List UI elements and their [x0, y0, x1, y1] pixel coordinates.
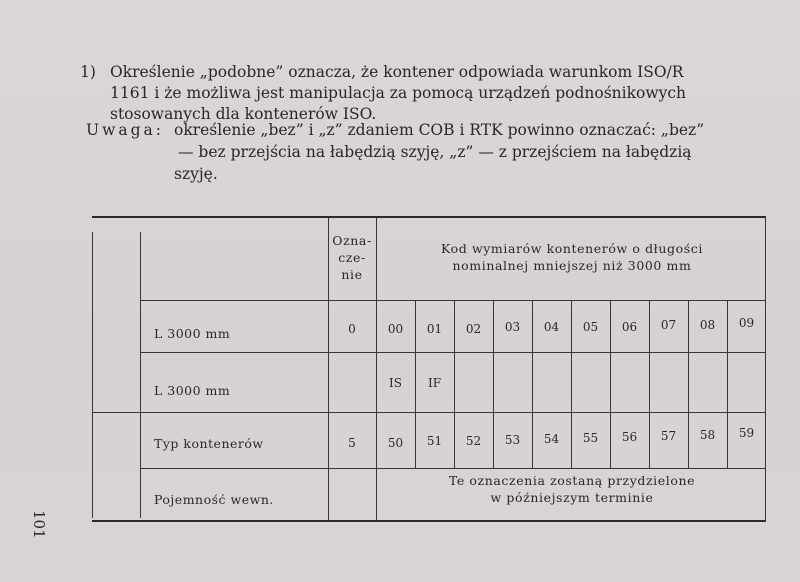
oznaczenie-cell: 0	[348, 322, 356, 336]
row-label: Typ kontenerów	[154, 436, 264, 451]
table-row-divider	[140, 300, 766, 301]
note-text: w późniejszym terminie	[490, 490, 654, 505]
table-row-divider	[140, 468, 766, 469]
table-border-left	[92, 232, 93, 518]
code-cell: 07	[660, 318, 677, 332]
table-row-divider	[92, 412, 766, 413]
code-cell: IF	[427, 376, 442, 390]
code-cell: 05	[582, 320, 599, 334]
code-cell: 58	[699, 428, 716, 442]
footnote-line-1: Określenie „podobne” oznacza, że kontener odpowiada warunkom ISO/R	[110, 63, 684, 81]
code-cell: 09	[738, 316, 755, 330]
code-cell: 06	[621, 320, 638, 334]
header-text: Ozna-	[332, 233, 372, 248]
note-text: Te oznaczenia zostaną przydzielone	[448, 473, 696, 488]
future-assignment-note	[382, 472, 762, 506]
footnote-line-2: 1161 i że możliwa jest manipulacja za pomocą urządzeń podnośnikowych	[110, 84, 687, 102]
table-row-divider	[140, 352, 766, 353]
page-number: 101	[30, 510, 48, 539]
code-cell: 57	[660, 429, 677, 443]
code-cell: 04	[543, 320, 560, 334]
header-text: nie	[341, 267, 363, 282]
table-top-rule	[92, 216, 766, 218]
header-kod	[382, 240, 762, 274]
code-cell: 59	[738, 426, 755, 440]
code-cell: 50	[387, 436, 404, 450]
row-label: L 3000 mm	[154, 326, 231, 341]
header-oznaczenie	[328, 232, 376, 283]
header-text: cze-	[338, 250, 366, 265]
code-cell: 54	[543, 432, 560, 446]
oznaczenie-cell: 5	[348, 436, 356, 450]
uwaga-line-3: szyję.	[174, 165, 218, 183]
header-text: nominalnej mniejszej niż 3000 mm	[452, 258, 692, 273]
table-divider	[376, 218, 377, 520]
uwaga-line-2: — bez przejścia na łabędzią szyję, „z” — z przejściem na łabędzią	[178, 143, 692, 161]
table-bottom-rule	[92, 520, 766, 522]
code-cell: 08	[699, 318, 716, 332]
code-cell: 55	[582, 431, 599, 445]
code-cell: 00	[387, 322, 404, 336]
table-border-right	[765, 218, 766, 520]
container-code-table	[92, 204, 766, 528]
footnote-line-3: stosowanych dla kontenerów ISO.	[110, 105, 377, 123]
footnote-number: 1)	[80, 63, 96, 81]
code-cell: 52	[465, 434, 482, 448]
code-cell: 01	[426, 322, 443, 336]
code-cell: 56	[621, 430, 638, 444]
header-text: Kod wymiarów kontenerów o długości	[441, 241, 703, 256]
code-cell: IS	[389, 376, 402, 390]
code-cell: 02	[465, 322, 482, 336]
uwaga-label: Uwaga:	[86, 121, 164, 139]
code-cell: 51	[426, 434, 443, 448]
code-cell: 53	[504, 433, 521, 447]
uwaga-line-1: określenie „bez” i „z” zdaniem COB i RTK powinno oznaczać: „bez”	[174, 121, 705, 139]
row-label: L 3000 mm	[154, 383, 231, 398]
table-divider	[140, 232, 141, 518]
row-label: Pojemność wewn.	[154, 492, 274, 507]
code-cell: 03	[504, 320, 521, 334]
